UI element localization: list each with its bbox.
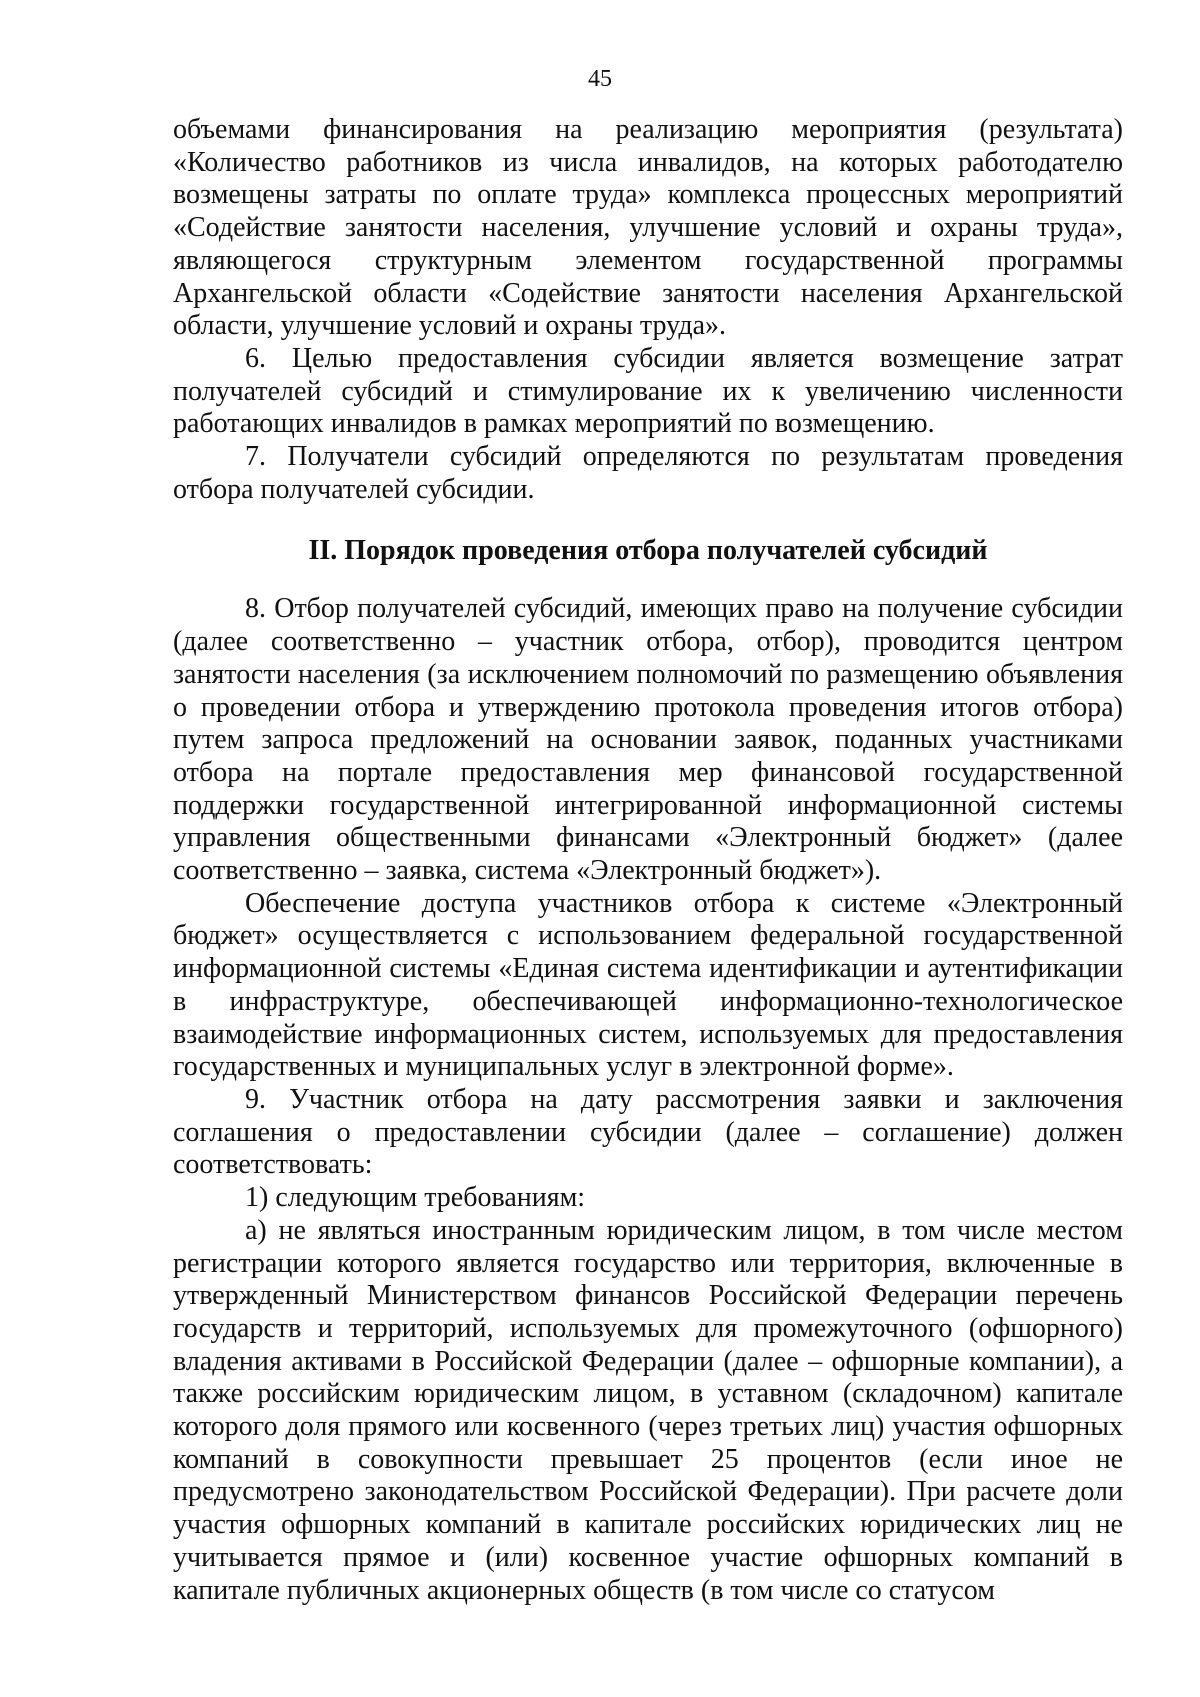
section-heading: II. Порядок проведения отбора получателей субсидий [308, 535, 988, 567]
paragraph-continuation: объемами финансирования на реализацию мероприятия (результата) «Количество работников из числа инвалидов, на которых работодателю возмещены затраты по оплате труда» комплекса процессных мероприятий «Содействие занятости населения, улучшение условий и охраны труда», являющегося структурным элементом государственной программы Архангельской области «Содействие занятости населения Архангельской области, улучшение условий и охраны труда». [173, 114, 1123, 342]
paragraph-9-item-1: 1) следующим требованиям: [245, 1182, 586, 1214]
paragraph-9: 9. Участник отбора на дату рассмотрения заявки и заключения соглашения о предоставлении субсидии (далее – соглашение) должен соответствовать: [173, 1083, 1123, 1181]
page-number: 45 [588, 66, 612, 92]
paragraph-8: 8. Отбор получателей субсидий, имеющих право на получение субсидии (далее соответственно – участник отбора, отбор), проводится центром занятости населения (за исключением полномочий по размещению объявления о проведении отбора и утверждению протокола проведения итогов отбора) путем запроса предложений на основании заявок, поданных участниками отбора на портале предоставления мер финансовой государственной поддержки государственной интегрированной информационной системы управления общественными финансами «Электронный бюджет» (далее соответственно – заявка, система «Электронный бюджет»). [173, 593, 1123, 887]
document-body [173, 114, 1123, 1607]
paragraph-6: 6. Целью предоставления субсидии является возмещение затрат получателей субсидий и стимулирование их к увеличению численности работающих инвалидов в рамках мероприятий по возмещению. [173, 342, 1123, 440]
paragraph-access: Обеспечение доступа участников отбора к системе «Электронный бюджет» осуществляется с использованием федеральной государственной информационной системы «Единая система идентификации и аутентификации в инфраструктуре, обеспечивающей информационно-технологическое взаимодействие информационных систем, используемых для предоставления государственных и муниципальных услуг в электронной форме». [173, 887, 1123, 1083]
paragraph-7: 7. Получатели субсидий определяются по результатам проведения отбора получателей субсидии. [173, 441, 1123, 505]
paragraph-9-item-a: а) не являться иностранным юридическим лицом, в том числе местом регистрации которого является государство или территория, включенные в утвержденный Министерством финансов Российской Федерации перечень государств и территорий, используемых для промежуточного (офшорного) владения активами в Российской Федерации (далее – офшорные компании), а также российским юридическим лицом, в уставном (складочном) капитале которого доля прямого или косвенного (через третьих лиц) участия офшорных компаний в совокупности превышает 25 процентов (если иное не предусмотрено законодательством Российской Федерации). При расчете доли участия офшорных компаний в капитале российских юридических лиц не учитывается прямое и (или) косвенное участие офшорных компаний в капитале публичных акционерных обществ (в том числе со статусом [173, 1214, 1123, 1606]
